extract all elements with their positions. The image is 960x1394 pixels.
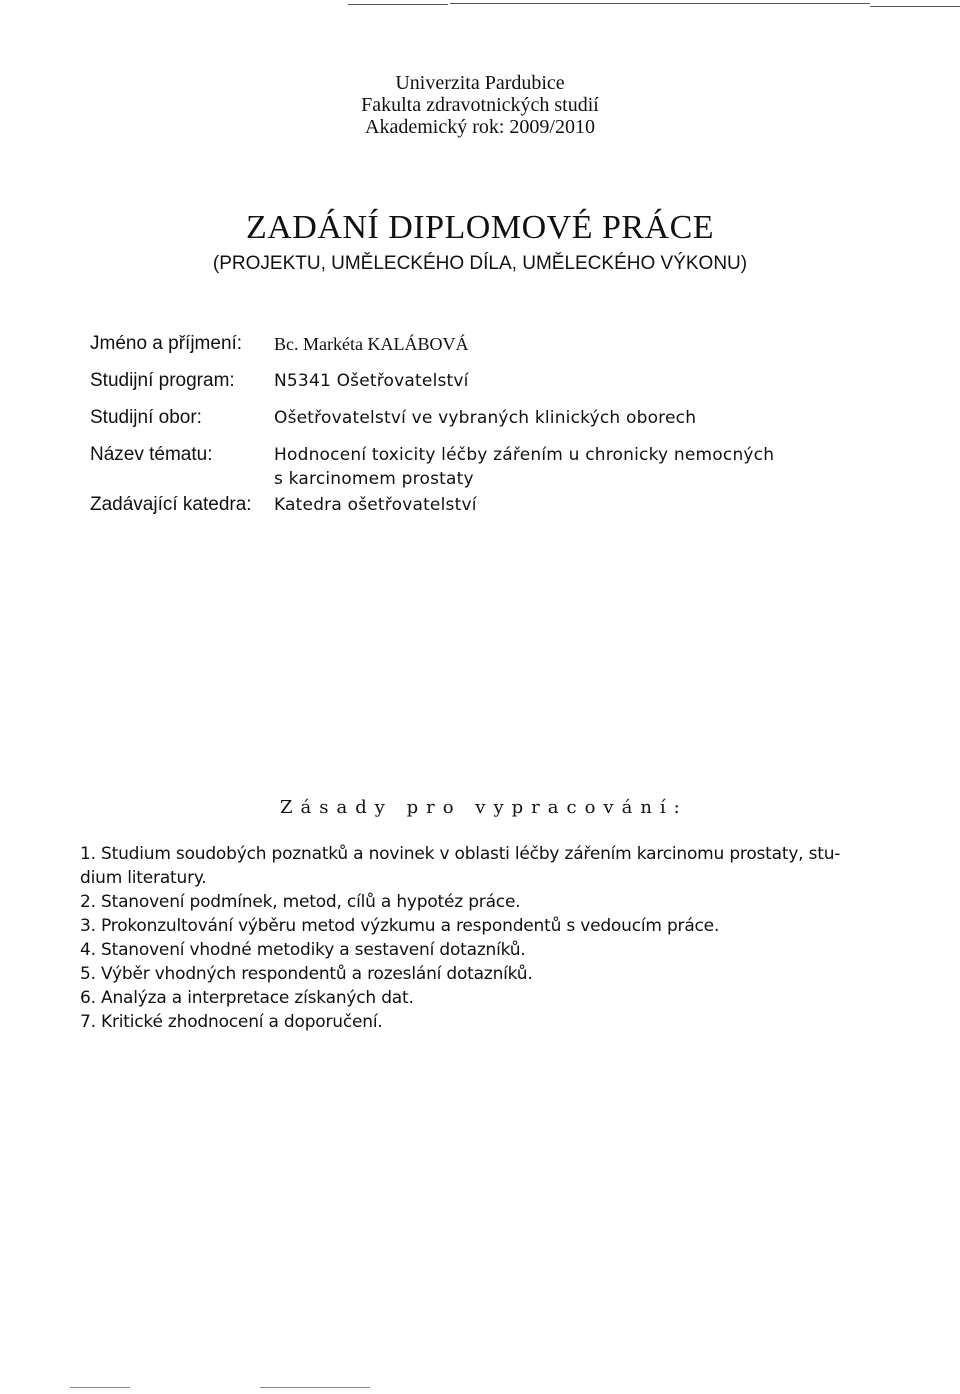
- field-value: Ošetřovatelství ve vybraných klinických oborech: [274, 408, 697, 428]
- sub-title: (PROJEKTU, UMĚLECKÉHO DÍLA, UMĚLECKÉHO VÝKONU): [212, 253, 748, 274]
- main-title: ZADÁNÍ DIPLOMOVÉ PRÁCE: [245, 209, 715, 246]
- info-row-name: [90, 332, 890, 356]
- scan-edge-line: [450, 3, 870, 4]
- scan-edge-line: [260, 1387, 370, 1388]
- list-item: 6. Analýza a interpretace získaných dat.: [80, 988, 414, 1008]
- info-row-field: [90, 406, 890, 430]
- document-title-block: [0, 208, 960, 276]
- academic-year: Akademický rok: 2009/2010: [365, 116, 595, 138]
- list-item: dium literatury.: [80, 868, 207, 888]
- list-item: 1. Studium soudobých poznatků a novinek v oblasti léčby zářením karcinomu prostaty, stu-: [80, 844, 841, 864]
- topic-label: Název tématu:: [90, 444, 213, 465]
- field-label: Studijní obor:: [90, 407, 202, 428]
- thesis-info: [90, 332, 890, 530]
- name-label: Jméno a příjmení:: [90, 333, 243, 354]
- info-row-program: [90, 369, 890, 393]
- principles-title: Zásady pro vypracování:: [280, 797, 688, 818]
- scan-edge-line: [348, 4, 448, 5]
- list-item: 7. Kritické zhodnocení a doporučení.: [80, 1012, 383, 1032]
- principles-list: [80, 842, 880, 1034]
- university-name: Univerzita Pardubice: [395, 72, 565, 94]
- list-item: 4. Stanovení vhodné metodiky a sestavení dotazníků.: [80, 940, 526, 960]
- program-value: N5341 Ošetřovatelství: [274, 371, 469, 391]
- program-label: Studijní program:: [90, 370, 235, 391]
- department-label: Zadávající katedra:: [90, 494, 252, 515]
- topic-value-line-2: s karcinomem prostaty: [274, 469, 474, 489]
- list-item: 2. Stanovení podmínek, metod, cílů a hypotéz práce.: [80, 892, 521, 912]
- info-row-topic: [90, 443, 890, 491]
- list-item: 3. Prokonzultování výběru metod výzkumu a respondentů s vedoucím práce.: [80, 916, 720, 936]
- faculty-name: Fakulta zdravotnických studií: [361, 94, 599, 116]
- document-header: [0, 72, 960, 138]
- list-item: 5. Výběr vhodných respondentů a rozeslání dotazníků.: [80, 964, 533, 984]
- scan-edge-line: [870, 6, 960, 7]
- department-value: Katedra ošetřovatelství: [274, 495, 477, 515]
- info-row-department: [90, 493, 890, 517]
- name-value: Bc. Markéta KALÁBOVÁ: [274, 334, 469, 354]
- topic-value: [274, 443, 890, 491]
- topic-value-line-1: Hodnocení toxicity léčby zářením u chronicky nemocných: [274, 445, 775, 465]
- scan-edge-line: [70, 1387, 130, 1388]
